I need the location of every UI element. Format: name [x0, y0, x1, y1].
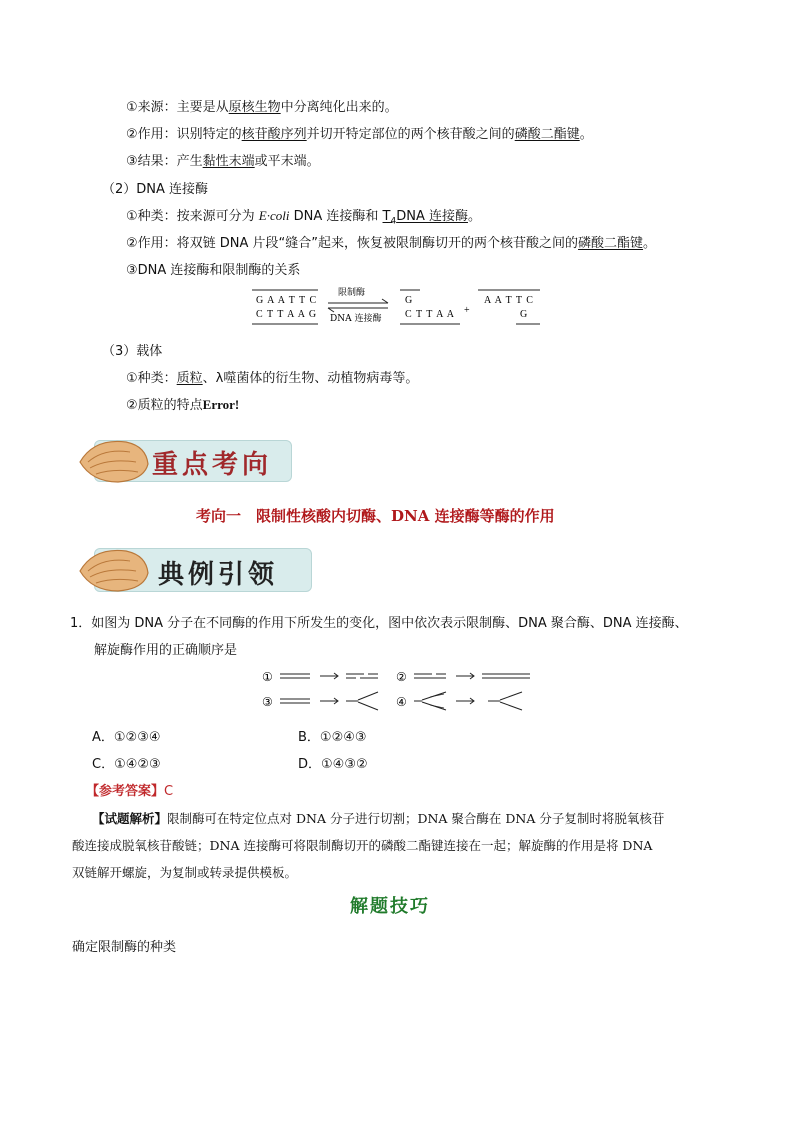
option-b: B．①②④③ — [298, 730, 367, 745]
option-c: C．①④②③ — [92, 757, 161, 772]
shell-icon — [74, 543, 152, 595]
ligase-heading: （2）DNA 连接酶 — [102, 182, 209, 197]
enzyme-action-figure — [260, 666, 540, 714]
arrow-top-label: 限制酶 — [338, 288, 366, 298]
analysis-line-3: 双链解开螺旋，为复制或转录提供模板。 — [72, 865, 298, 880]
option-a: A．①②③④ — [92, 730, 161, 745]
result-line: ③结果：产生黏性末端或平末端。 — [126, 154, 320, 169]
answer-line — [86, 780, 173, 799]
ligase-restriction-diagram — [248, 284, 548, 330]
vector-heading: （3）载体 — [102, 344, 163, 359]
key-direction-banner — [74, 432, 294, 488]
banner1-title: 重点考向 — [152, 450, 273, 480]
question-line-1: 1．如图为 DNA 分子在不同酶的作用下所发生的变化，图中依次表示限制酶、DNA 聚合酶、DNA 连接酶、 — [70, 616, 688, 631]
source-line: ①来源：主要是从原核生物中分离纯化出来的。 — [126, 100, 398, 115]
frag2-top: A A T T C — [484, 295, 534, 306]
plus-sign: + — [464, 305, 471, 316]
answer-label: 【参考答案】 — [86, 784, 165, 799]
banner2-title: 典例引领 — [158, 560, 279, 590]
ligase-relation-line: ③DNA 连接酶和限制酶的关系 — [126, 263, 301, 278]
frag1-top: G — [405, 295, 414, 306]
fig-label-2: ② — [396, 670, 407, 684]
tips-title: 解题技巧 — [350, 896, 430, 917]
fig-label-4: ④ — [396, 695, 407, 709]
vector-types-line: ①种类：质粒、λ噬菌体的衍生物、动植物病毒等。 — [126, 371, 419, 386]
analysis-line-1: 【试题解析】限制酶可在特定位点对 DNA 分子进行切割；DNA 聚合酶在 DNA 分子复制时将脱氧核苷 — [92, 811, 665, 826]
tips-line: 确定限制酶的种类 — [72, 940, 177, 955]
fig-label-1: ① — [262, 670, 273, 684]
left-top-seq: G A A T T C — [256, 295, 318, 306]
ligase-function-line: ②作用：将双链 DNA 片段“缝合”起来，恢复被限制酶切开的两个核苷酸之间的磷酸二酯键。 — [126, 236, 657, 251]
answer-value: C — [164, 784, 174, 799]
section-title: 考向一 限制性核酸内切酶、DNA 连接酶等酶的作用 — [196, 507, 555, 525]
function-line: ②作用：识别特定的核苷酸序列并切开特定部位的两个核苷酸之间的磷酸二酯键。 — [126, 127, 593, 142]
typical-example-banner — [74, 540, 314, 598]
option-d: D．①④③② — [298, 757, 368, 772]
plasmid-line: ②质粒的特点Error! — [126, 397, 240, 413]
frag1-bottom: C T T A A — [405, 309, 455, 320]
analysis-line-2: 酸连接成脱氧核苷酸链；DNA 连接酶可将限制酶切开的磷酸二酯键连接在一起；解旋酶的作用是将 DNA — [72, 838, 653, 853]
question-line-2: 解旋酶作用的正确顺序是 — [94, 643, 238, 658]
fig-label-3: ③ — [262, 695, 273, 709]
frag2-bottom: G — [520, 309, 529, 320]
shell-icon — [74, 434, 152, 486]
left-bottom-seq: C T T A A G — [256, 309, 318, 320]
arrow-bottom-label: DNA 连接酶 — [330, 314, 382, 324]
ligase-types-line: ①种类：按来源可分为 E·coli DNA 连接酶和 $T_4DNA$ 连接酶。 — [126, 208, 481, 227]
